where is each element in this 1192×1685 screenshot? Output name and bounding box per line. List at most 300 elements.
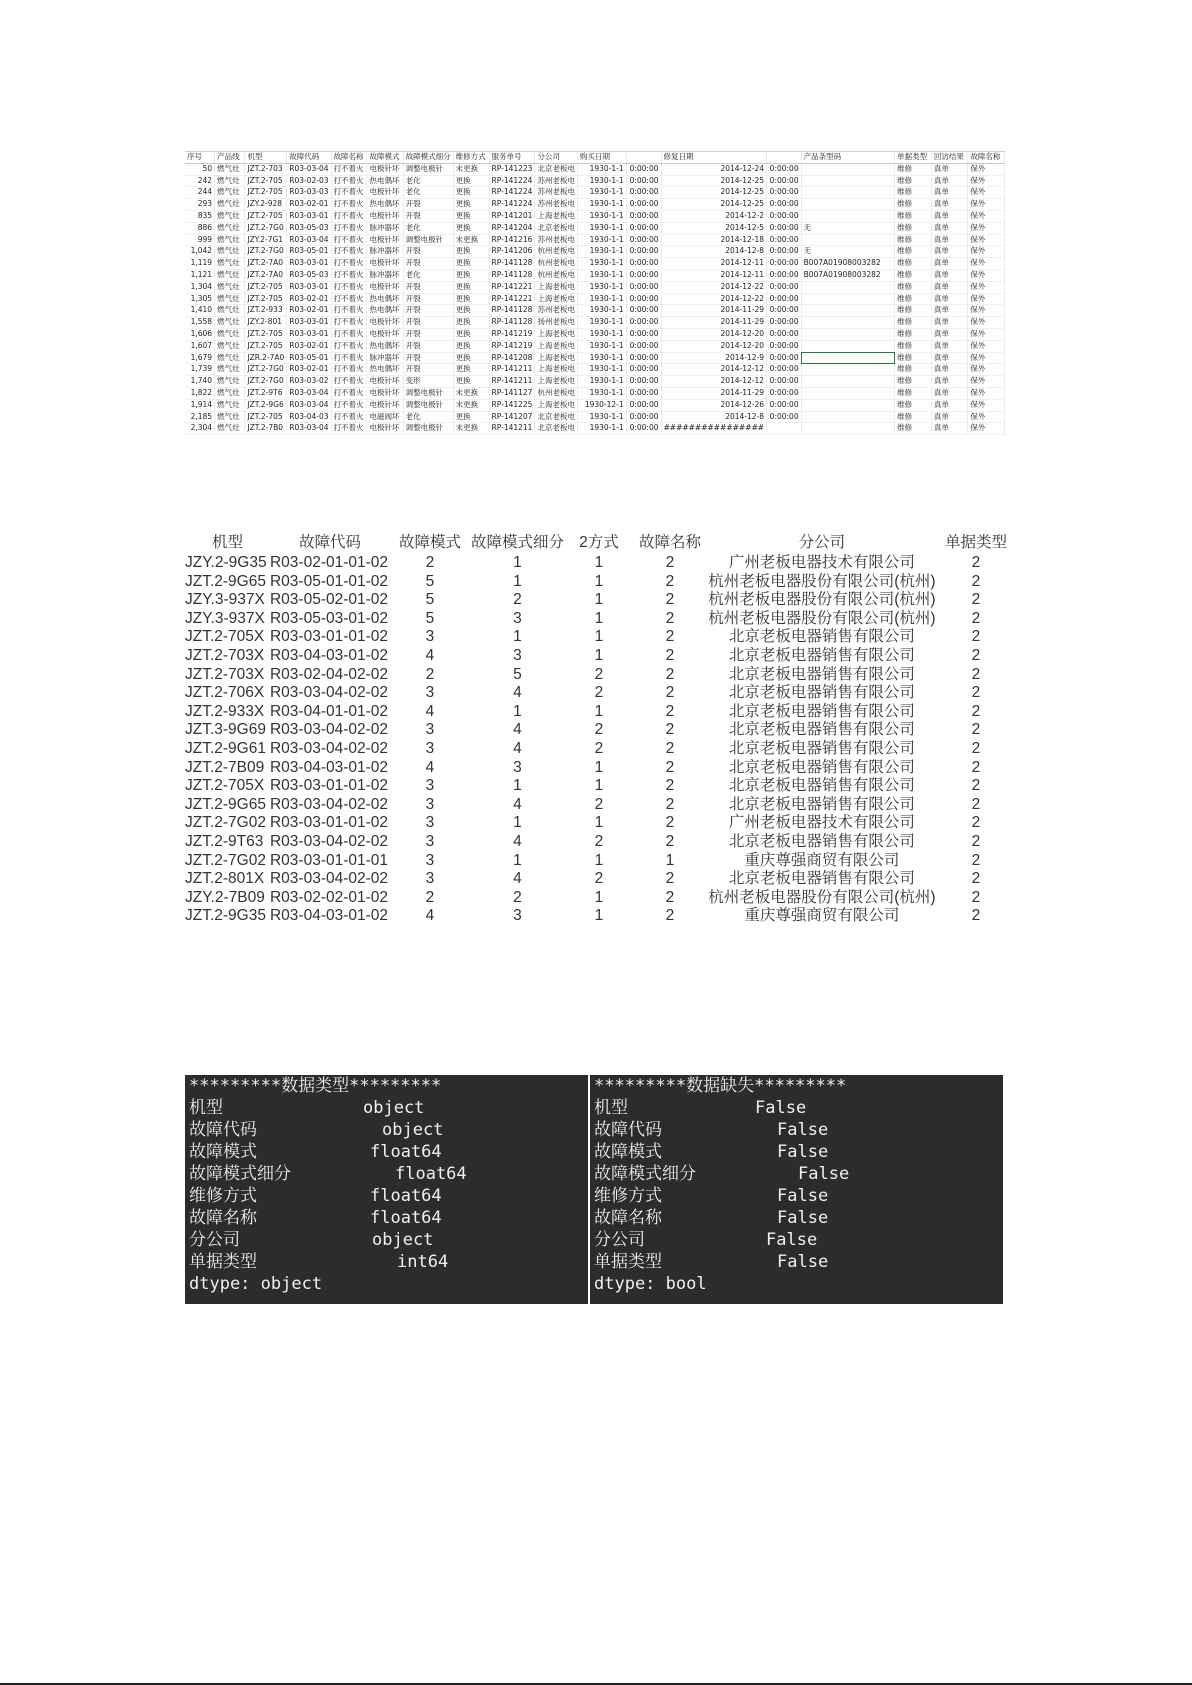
sheet-cell[interactable] [801, 187, 895, 199]
sheet-cell[interactable]: 电极针坏 [367, 234, 403, 246]
sheet-cell[interactable]: 未更换 [453, 399, 489, 411]
sheet-cell[interactable]: 维修 [895, 376, 932, 388]
sheet-cell[interactable]: RP-141208 [489, 352, 535, 364]
sheet-cell[interactable]: 0:00:00 [626, 364, 661, 376]
sheet-cell[interactable]: 苏州老板电 [535, 187, 578, 199]
sheet-cell[interactable]: 0:00:00 [767, 199, 802, 211]
sheet-cell[interactable]: 老化 [403, 411, 453, 423]
sheet-cell[interactable]: 未更换 [453, 234, 489, 246]
sheet-cell[interactable]: 开裂 [403, 210, 453, 222]
sheet-cell[interactable]: RP-141128 [489, 258, 535, 270]
sheet-header-cell[interactable]: 单据类型 [895, 152, 932, 163]
sheet-cell[interactable]: R03-03-03 [287, 187, 331, 199]
sheet-cell[interactable]: 真单 [931, 305, 968, 317]
sheet-cell[interactable]: 开裂 [403, 352, 453, 364]
sheet-header-cell[interactable] [626, 152, 661, 163]
sheet-cell[interactable]: 未更换 [453, 423, 489, 435]
sheet-cell[interactable]: JZY.2-7G1 [245, 234, 287, 246]
sheet-cell[interactable]: 1930-1-1 [577, 317, 626, 329]
sheet-cell[interactable]: 1,305 [185, 293, 215, 305]
sheet-cell[interactable]: 杭州老板电 [535, 269, 578, 281]
sheet-cell[interactable]: JZT.2-7A0 [245, 269, 287, 281]
sheet-cell[interactable]: 242 [185, 175, 215, 187]
sheet-cell[interactable]: 开裂 [403, 258, 453, 270]
sheet-cell[interactable]: 保外 [968, 199, 1005, 211]
sheet-cell[interactable]: 0:00:00 [767, 246, 802, 258]
sheet-cell[interactable]: 燃气灶 [215, 222, 245, 234]
sheet-cell[interactable]: 2014-12-12 [661, 376, 767, 388]
sheet-cell[interactable]: 2014-12-5 [661, 222, 767, 234]
sheet-cell[interactable]: 真单 [931, 387, 968, 399]
sheet-cell[interactable]: 2014-12-2 [661, 210, 767, 222]
sheet-cell[interactable]: 1930-1-1 [577, 269, 626, 281]
sheet-header-cell[interactable]: 故障模式 [367, 152, 403, 163]
sheet-cell[interactable]: 无 [801, 246, 895, 258]
sheet-cell[interactable] [801, 340, 895, 352]
sheet-cell[interactable]: 2014-12-18 [661, 234, 767, 246]
sheet-header-cell[interactable]: 购买日期 [577, 152, 626, 163]
sheet-cell[interactable]: 维修 [895, 199, 932, 211]
sheet-cell[interactable]: 燃气灶 [215, 364, 245, 376]
sheet-cell[interactable]: JZT.2-9G6 [245, 399, 287, 411]
sheet-cell[interactable]: 维修 [895, 210, 932, 222]
sheet-cell[interactable]: 1,822 [185, 387, 215, 399]
sheet-header-cell[interactable]: 故障名称 [968, 152, 1005, 163]
sheet-cell[interactable]: 燃气灶 [215, 411, 245, 423]
sheet-cell[interactable]: 燃气灶 [215, 269, 245, 281]
sheet-cell[interactable]: 维修 [895, 234, 932, 246]
sheet-cell[interactable]: 上海老板电 [535, 352, 578, 364]
sheet-cell[interactable]: 2014-12-24 [661, 163, 767, 175]
sheet-cell[interactable]: JZT.2-7G0 [245, 376, 287, 388]
sheet-cell[interactable]: 开裂 [403, 340, 453, 352]
sheet-cell[interactable]: ################ [661, 423, 767, 435]
sheet-cell[interactable]: R03-03-04 [287, 234, 331, 246]
sheet-cell[interactable]: 打不着火 [331, 364, 367, 376]
sheet-cell[interactable]: R03-03-01 [287, 328, 331, 340]
sheet-cell[interactable]: 2,185 [185, 411, 215, 423]
sheet-cell[interactable]: 1930-1-1 [577, 246, 626, 258]
sheet-cell[interactable]: 1930-1-1 [577, 234, 626, 246]
sheet-cell[interactable]: 打不着火 [331, 411, 367, 423]
sheet-cell[interactable]: 1930-1-1 [577, 328, 626, 340]
sheet-cell[interactable]: 打不着火 [331, 199, 367, 211]
sheet-cell[interactable]: 真单 [931, 317, 968, 329]
sheet-cell[interactable]: 维修 [895, 281, 932, 293]
sheet-cell[interactable]: 1930-12-1 [577, 399, 626, 411]
sheet-cell[interactable]: 2014-12-9 [661, 352, 767, 364]
sheet-cell[interactable]: JZT.2-705 [245, 293, 287, 305]
sheet-cell[interactable] [801, 317, 895, 329]
sheet-cell[interactable]: 真单 [931, 281, 968, 293]
sheet-cell[interactable]: 保外 [968, 163, 1005, 175]
sheet-cell[interactable]: JZT.2-933 [245, 305, 287, 317]
sheet-cell[interactable]: 保外 [968, 293, 1005, 305]
sheet-cell[interactable]: 未更换 [453, 163, 489, 175]
sheet-cell[interactable]: RP-141224 [489, 175, 535, 187]
sheet-cell[interactable]: 保外 [968, 328, 1005, 340]
sheet-cell[interactable]: 更换 [453, 340, 489, 352]
sheet-cell[interactable]: 维修 [895, 175, 932, 187]
sheet-cell[interactable]: 电极针坏 [367, 423, 403, 435]
sheet-cell[interactable]: 维修 [895, 411, 932, 423]
sheet-cell[interactable]: 保外 [968, 364, 1005, 376]
sheet-cell[interactable]: 打不着火 [331, 423, 367, 435]
sheet-cell[interactable]: 燃气灶 [215, 423, 245, 435]
sheet-cell[interactable] [801, 328, 895, 340]
sheet-cell[interactable]: 0:00:00 [626, 234, 661, 246]
sheet-cell[interactable]: 0:00:00 [626, 210, 661, 222]
sheet-cell[interactable]: JZT.2-705 [245, 328, 287, 340]
sheet-cell[interactable]: 调整电极针 [403, 423, 453, 435]
sheet-cell[interactable]: 0:00:00 [767, 387, 802, 399]
sheet-cell[interactable]: RP-141204 [489, 222, 535, 234]
sheet-cell[interactable]: 苏州老板电 [535, 175, 578, 187]
sheet-cell[interactable]: 热电偶坏 [367, 340, 403, 352]
sheet-cell[interactable] [801, 387, 895, 399]
sheet-cell[interactable]: 上海老板电 [535, 364, 578, 376]
sheet-cell[interactable]: 293 [185, 199, 215, 211]
sheet-cell[interactable]: 维修 [895, 293, 932, 305]
sheet-cell[interactable]: 1930-1-1 [577, 411, 626, 423]
sheet-cell[interactable]: 脉冲器坏 [367, 222, 403, 234]
sheet-cell[interactable]: 244 [185, 187, 215, 199]
sheet-header-cell[interactable]: 产品线 [215, 152, 245, 163]
sheet-cell[interactable]: 燃气灶 [215, 175, 245, 187]
sheet-cell[interactable]: RP-141211 [489, 423, 535, 435]
sheet-cell[interactable]: 2014-12-26 [661, 399, 767, 411]
sheet-cell[interactable]: 维修 [895, 317, 932, 329]
sheet-cell[interactable]: 0:00:00 [767, 269, 802, 281]
sheet-cell[interactable]: 燃气灶 [215, 387, 245, 399]
sheet-cell[interactable]: 上海老板电 [535, 293, 578, 305]
sheet-cell[interactable]: 热电偶坏 [367, 199, 403, 211]
sheet-cell[interactable]: 886 [185, 222, 215, 234]
sheet-cell[interactable]: 电极针坏 [367, 163, 403, 175]
sheet-cell[interactable]: 维修 [895, 340, 932, 352]
sheet-cell[interactable]: 0:00:00 [626, 246, 661, 258]
sheet-cell[interactable]: 0:00:00 [767, 187, 802, 199]
sheet-cell[interactable]: 1,914 [185, 399, 215, 411]
sheet-cell[interactable]: 0:00:00 [767, 258, 802, 270]
sheet-cell[interactable]: 1,042 [185, 246, 215, 258]
sheet-cell[interactable]: 0:00:00 [767, 234, 802, 246]
sheet-cell[interactable]: R03-05-01 [287, 246, 331, 258]
sheet-cell[interactable]: R03-03-01 [287, 258, 331, 270]
sheet-cell[interactable]: 更换 [453, 258, 489, 270]
sheet-cell[interactable]: 1930-1-1 [577, 210, 626, 222]
sheet-cell[interactable]: 0:00:00 [767, 210, 802, 222]
sheet-cell[interactable]: B007A01908003282 [801, 258, 895, 270]
sheet-cell[interactable]: 更换 [453, 246, 489, 258]
sheet-header-cell[interactable]: 产品条型码 [801, 152, 895, 163]
sheet-cell[interactable]: 更换 [453, 222, 489, 234]
sheet-cell[interactable]: JZT.2-705 [245, 340, 287, 352]
sheet-cell[interactable]: 燃气灶 [215, 328, 245, 340]
sheet-cell[interactable]: 0:00:00 [767, 317, 802, 329]
sheet-cell[interactable]: 1,679 [185, 352, 215, 364]
sheet-cell[interactable]: R03-02-01 [287, 340, 331, 352]
sheet-cell[interactable]: RP-141211 [489, 364, 535, 376]
sheet-cell[interactable]: 热电偶坏 [367, 305, 403, 317]
sheet-cell[interactable] [801, 281, 895, 293]
sheet-cell[interactable]: 维修 [895, 258, 932, 270]
sheet-cell[interactable]: 打不着火 [331, 163, 367, 175]
sheet-cell[interactable]: 0:00:00 [626, 376, 661, 388]
sheet-cell[interactable]: 50 [185, 163, 215, 175]
sheet-cell[interactable]: 保外 [968, 246, 1005, 258]
sheet-cell[interactable]: 真单 [931, 163, 968, 175]
sheet-cell[interactable]: 维修 [895, 387, 932, 399]
sheet-cell[interactable]: 1930-1-1 [577, 258, 626, 270]
sheet-cell[interactable]: 维修 [895, 269, 932, 281]
sheet-cell[interactable]: 打不着火 [331, 281, 367, 293]
sheet-cell[interactable]: RP-141224 [489, 199, 535, 211]
sheet-cell[interactable] [767, 423, 802, 435]
sheet-cell[interactable]: RP-141128 [489, 305, 535, 317]
sheet-cell[interactable]: 老化 [403, 222, 453, 234]
sheet-cell[interactable]: 更换 [453, 305, 489, 317]
sheet-cell[interactable]: 维修 [895, 364, 932, 376]
sheet-cell[interactable]: 保外 [968, 222, 1005, 234]
sheet-cell[interactable]: 更换 [453, 411, 489, 423]
sheet-cell[interactable]: R03-02-01 [287, 293, 331, 305]
sheet-cell[interactable]: 真单 [931, 246, 968, 258]
sheet-cell[interactable]: 0:00:00 [767, 376, 802, 388]
sheet-cell[interactable]: 1930-1-1 [577, 222, 626, 234]
sheet-cell[interactable]: 开裂 [403, 317, 453, 329]
sheet-cell[interactable]: 杭州老板电 [535, 246, 578, 258]
sheet-cell[interactable]: 1,121 [185, 269, 215, 281]
sheet-cell[interactable]: 更换 [453, 199, 489, 211]
sheet-cell[interactable]: RP-141128 [489, 269, 535, 281]
sheet-cell[interactable]: 电极针坏 [367, 387, 403, 399]
sheet-cell[interactable]: 真单 [931, 423, 968, 435]
sheet-cell[interactable]: 杭州老板电 [535, 387, 578, 399]
sheet-cell[interactable]: 维修 [895, 246, 932, 258]
sheet-cell[interactable]: 更换 [453, 175, 489, 187]
sheet-cell[interactable]: 0:00:00 [626, 269, 661, 281]
sheet-cell[interactable]: 0:00:00 [626, 199, 661, 211]
sheet-cell[interactable]: 调整电极针 [403, 163, 453, 175]
sheet-cell[interactable]: 打不着火 [331, 293, 367, 305]
sheet-cell[interactable] [801, 210, 895, 222]
sheet-cell[interactable]: 燃气灶 [215, 352, 245, 364]
sheet-cell[interactable]: 燃气灶 [215, 187, 245, 199]
sheet-header-cell[interactable]: 故障代码 [287, 152, 331, 163]
sheet-cell[interactable] [801, 423, 895, 435]
sheet-cell[interactable]: 电极针坏 [367, 328, 403, 340]
sheet-cell[interactable]: 开裂 [403, 199, 453, 211]
sheet-cell[interactable]: 835 [185, 210, 215, 222]
sheet-cell[interactable]: 北京老板电 [535, 411, 578, 423]
sheet-cell[interactable]: 真单 [931, 364, 968, 376]
sheet-cell[interactable]: 燃气灶 [215, 246, 245, 258]
sheet-cell[interactable]: 0:00:00 [767, 222, 802, 234]
sheet-cell[interactable]: 0:00:00 [767, 411, 802, 423]
sheet-header-cell[interactable]: 机型 [245, 152, 287, 163]
sheet-cell[interactable]: 1930-1-1 [577, 387, 626, 399]
sheet-cell[interactable]: 更换 [453, 317, 489, 329]
sheet-cell[interactable]: 真单 [931, 328, 968, 340]
sheet-cell[interactable]: 调整电极针 [403, 399, 453, 411]
sheet-header-cell[interactable]: 故障模式细分 [403, 152, 453, 163]
sheet-cell[interactable]: JZT.2-7A0 [245, 258, 287, 270]
sheet-cell[interactable]: 保外 [968, 175, 1005, 187]
sheet-cell[interactable]: 1930-1-1 [577, 281, 626, 293]
sheet-cell[interactable] [801, 293, 895, 305]
sheet-cell[interactable]: 1930-1-1 [577, 340, 626, 352]
sheet-cell[interactable]: RP-141224 [489, 187, 535, 199]
sheet-cell[interactable]: 北京老板电 [535, 423, 578, 435]
sheet-cell[interactable]: 真单 [931, 222, 968, 234]
sheet-cell[interactable]: 上海老板电 [535, 210, 578, 222]
sheet-cell[interactable]: JZR.2-7A0 [245, 352, 287, 364]
sheet-cell[interactable]: 燃气灶 [215, 281, 245, 293]
sheet-header-cell[interactable] [767, 152, 802, 163]
sheet-cell[interactable]: RP-141216 [489, 234, 535, 246]
sheet-cell[interactable]: 保外 [968, 423, 1005, 435]
sheet-cell[interactable]: 更换 [453, 364, 489, 376]
sheet-cell[interactable]: RP-141207 [489, 411, 535, 423]
sheet-cell[interactable]: 苏州老板电 [535, 234, 578, 246]
sheet-cell[interactable]: 2014-12-11 [661, 269, 767, 281]
sheet-cell[interactable]: RP-141221 [489, 293, 535, 305]
sheet-cell[interactable]: 苏州老板电 [535, 305, 578, 317]
sheet-cell[interactable]: 上海老板电 [535, 340, 578, 352]
sheet-cell[interactable]: 电极针坏 [367, 376, 403, 388]
sheet-cell[interactable]: 燃气灶 [215, 305, 245, 317]
sheet-cell[interactable]: 维修 [895, 305, 932, 317]
sheet-cell[interactable]: 更换 [453, 269, 489, 281]
sheet-cell[interactable]: RP-141225 [489, 399, 535, 411]
sheet-cell[interactable]: 更换 [453, 210, 489, 222]
sheet-cell[interactable]: 0:00:00 [767, 328, 802, 340]
sheet-cell[interactable]: 开裂 [403, 293, 453, 305]
sheet-cell[interactable]: R03-02-01 [287, 305, 331, 317]
sheet-cell[interactable]: 0:00:00 [767, 163, 802, 175]
sheet-cell[interactable]: R03-03-04 [287, 387, 331, 399]
sheet-cell[interactable]: 0:00:00 [626, 175, 661, 187]
sheet-cell[interactable]: 脉冲器坏 [367, 246, 403, 258]
sheet-cell[interactable]: 1,739 [185, 364, 215, 376]
sheet-cell[interactable]: 0:00:00 [767, 352, 802, 364]
sheet-cell[interactable]: 1,410 [185, 305, 215, 317]
sheet-cell[interactable]: 真单 [931, 352, 968, 364]
sheet-cell[interactable]: 1930-1-1 [577, 423, 626, 435]
sheet-cell[interactable]: 打不着火 [331, 175, 367, 187]
sheet-cell[interactable]: JZT.2-7G0 [245, 246, 287, 258]
sheet-cell[interactable]: 更换 [453, 376, 489, 388]
sheet-cell[interactable]: 打不着火 [331, 317, 367, 329]
sheet-cell[interactable]: R03-05-03 [287, 222, 331, 234]
sheet-cell[interactable]: 电磁阀坏 [367, 411, 403, 423]
sheet-cell[interactable] [801, 352, 895, 364]
sheet-cell[interactable]: 2014-12-22 [661, 293, 767, 305]
sheet-cell[interactable]: 开裂 [403, 305, 453, 317]
sheet-cell[interactable]: 1930-1-1 [577, 305, 626, 317]
sheet-cell[interactable]: B007A01908003282 [801, 269, 895, 281]
sheet-cell[interactable]: 调整电极针 [403, 234, 453, 246]
sheet-cell[interactable]: 保外 [968, 234, 1005, 246]
sheet-cell[interactable]: 燃气灶 [215, 210, 245, 222]
sheet-cell[interactable]: 2014-12-11 [661, 258, 767, 270]
sheet-cell[interactable]: 未更换 [453, 387, 489, 399]
sheet-cell[interactable]: 维修 [895, 222, 932, 234]
sheet-cell[interactable]: RP-141223 [489, 163, 535, 175]
sheet-cell[interactable]: JZY.2-801 [245, 317, 287, 329]
sheet-cell[interactable]: 老化 [403, 269, 453, 281]
sheet-cell[interactable]: 2014-12-20 [661, 328, 767, 340]
sheet-cell[interactable]: 无 [801, 222, 895, 234]
sheet-cell[interactable] [801, 376, 895, 388]
sheet-cell[interactable]: 2014-11-29 [661, 305, 767, 317]
sheet-cell[interactable]: 打不着火 [331, 340, 367, 352]
sheet-cell[interactable]: 燃气灶 [215, 340, 245, 352]
sheet-cell[interactable]: 燃气灶 [215, 293, 245, 305]
sheet-cell[interactable]: R03-03-04 [287, 423, 331, 435]
sheet-cell[interactable]: JZT.2-705 [245, 281, 287, 293]
sheet-cell[interactable]: 真单 [931, 187, 968, 199]
sheet-cell[interactable]: 打不着火 [331, 352, 367, 364]
sheet-cell[interactable]: 2014-12-8 [661, 411, 767, 423]
sheet-cell[interactable]: JZT.2-705 [245, 210, 287, 222]
sheet-cell[interactable]: 2014-12-25 [661, 187, 767, 199]
sheet-cell[interactable]: 999 [185, 234, 215, 246]
sheet-cell[interactable]: 北京老板电 [535, 163, 578, 175]
sheet-cell[interactable]: 保外 [968, 399, 1005, 411]
sheet-cell[interactable]: 变形 [403, 376, 453, 388]
sheet-cell[interactable]: 燃气灶 [215, 376, 245, 388]
sheet-cell[interactable]: 打不着火 [331, 269, 367, 281]
sheet-cell[interactable]: RP-141221 [489, 281, 535, 293]
sheet-cell[interactable]: 保外 [968, 352, 1005, 364]
sheet-cell[interactable] [801, 305, 895, 317]
sheet-cell[interactable]: 更换 [453, 352, 489, 364]
sheet-cell[interactable]: JZT.2-705 [245, 187, 287, 199]
sheet-cell[interactable]: RP-141201 [489, 210, 535, 222]
sheet-header-cell[interactable]: 序号 [185, 152, 215, 163]
sheet-cell[interactable]: 2014-12-22 [661, 281, 767, 293]
sheet-cell[interactable]: 2014-11-29 [661, 387, 767, 399]
sheet-cell[interactable]: 保外 [968, 317, 1005, 329]
sheet-cell[interactable]: 0:00:00 [626, 411, 661, 423]
sheet-cell[interactable]: 真单 [931, 258, 968, 270]
sheet-cell[interactable]: 1930-1-1 [577, 364, 626, 376]
sheet-cell[interactable]: 0:00:00 [626, 317, 661, 329]
sheet-cell[interactable] [801, 175, 895, 187]
sheet-cell[interactable]: 调整电极针 [403, 387, 453, 399]
sheet-cell[interactable]: 保外 [968, 258, 1005, 270]
sheet-cell[interactable]: 杭州老板电 [535, 258, 578, 270]
sheet-cell[interactable]: 保外 [968, 187, 1005, 199]
sheet-cell[interactable]: 燃气灶 [215, 399, 245, 411]
sheet-cell[interactable]: 2014-12-25 [661, 199, 767, 211]
sheet-cell[interactable]: 电极针坏 [367, 258, 403, 270]
sheet-cell[interactable]: RP-141128 [489, 317, 535, 329]
sheet-cell[interactable]: 电极针坏 [367, 399, 403, 411]
sheet-cell[interactable]: 0:00:00 [626, 305, 661, 317]
sheet-cell[interactable]: 打不着火 [331, 210, 367, 222]
sheet-cell[interactable]: 电极针坏 [367, 210, 403, 222]
sheet-cell[interactable] [801, 163, 895, 175]
sheet-cell[interactable]: 北京老板电 [535, 222, 578, 234]
sheet-header-cell[interactable]: 维修方式 [453, 152, 489, 163]
sheet-cell[interactable]: 0:00:00 [626, 258, 661, 270]
sheet-cell[interactable]: 开裂 [403, 364, 453, 376]
sheet-cell[interactable]: R03-02-03 [287, 175, 331, 187]
sheet-cell[interactable]: 2014-12-25 [661, 175, 767, 187]
